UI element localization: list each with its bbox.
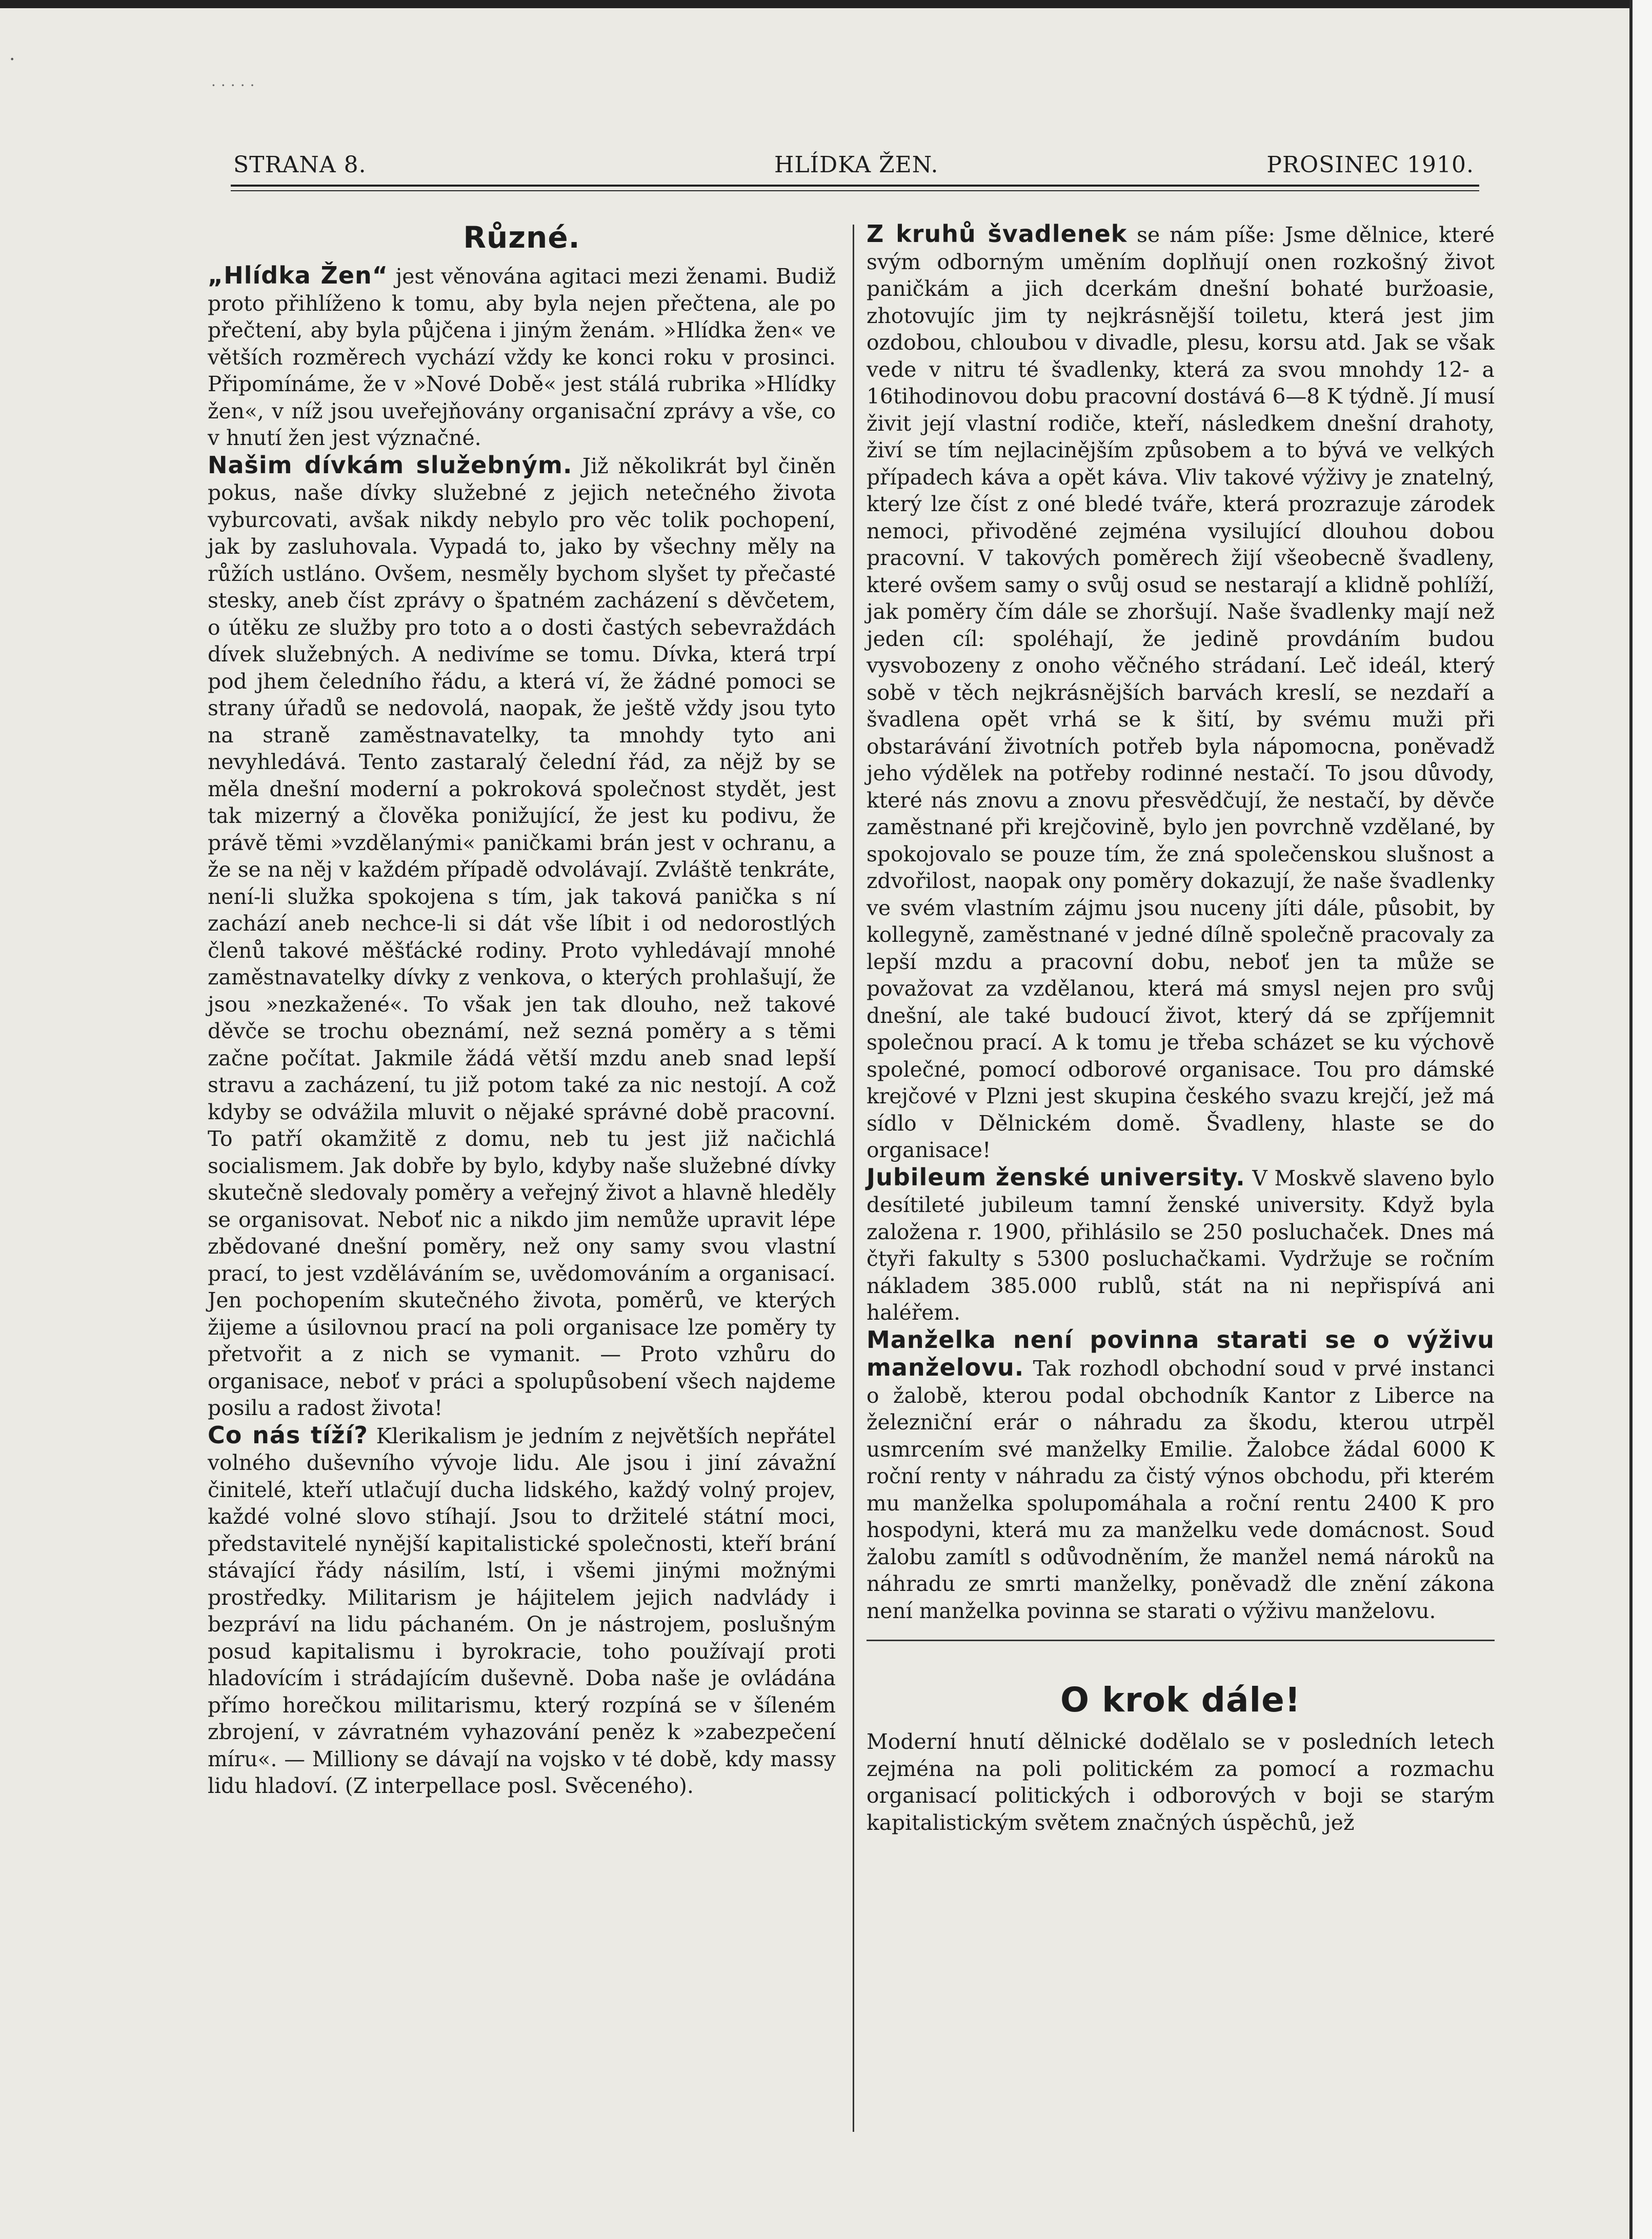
left-column: [208, 213, 836, 1800]
article-lead: Jubileum ženské university.: [867, 1163, 1245, 1191]
article-lead: Co nás tíží?: [208, 1421, 368, 1449]
scan-edge-top: [0, 0, 1652, 8]
article-lead: Manželka není povinna starati se o výživu manželovu.: [867, 1325, 1495, 1381]
article: [867, 1326, 1495, 1625]
article-text: jest věnována agitaci mezi ženami. Budiž proto přihlíženo k tomu, aby byla nejen přečtena, ale po přečtení, aby byla půjčena i jiným ženám. »Hlídka žen« ve větších rozměrech vychází vždy ke konci roku v prosinci. Připomínáme, že v »Nové Době« jest stálá rubrika »Hlídky žen«, v níž jsou uveřejňovány organisační zprávy a vše, co v hnutí žen jest význačné.: [208, 264, 836, 450]
header-rule-thin: [231, 190, 1479, 191]
article-text: V Moskvě slaveno bylo desítileté jubileum tamní ženské university. Když byla založena r. 1900, přihlásilo se 250 posluchaček. Dnes má čtyři fakulty s 5300 posluchačkami. Vydržuje se ročním nákladem 385.000 rublů, stát na ni nepřispívá ani haléřem.: [867, 1165, 1495, 1325]
article: [867, 1164, 1495, 1326]
feature-text: Moderní hnutí dělnické dodělalo se v posledních letech zejména na poli politickém za pomocí a rozmachu organisací politických i odborových v boji se starým kapitalistickým světem značných úspěchů, jež: [867, 1729, 1495, 1835]
publication-title: HLÍDKA ŽEN.: [774, 152, 939, 178]
page-header: [233, 152, 1474, 177]
article-lead: Z kruhů švadlenek: [867, 220, 1127, 248]
scan-speck: ·····: [211, 77, 260, 94]
article-text: Klerikalism je jedním z největších nepřátel volného duševního vývoje lidu. Ale jsou i jiní závažní činitelé, kteří utlačují ducha lidského, každý volný projev, každé volné slovo stíhají. Jsou to držitelé státní moci, představitelé nynější kapitalistické společnosti, kteří brání stávající řády násilím, lstí, i všemi jinými možnými prostředky. Militarism je hájitelem jejich nadvlády i bezpráví na lidu páchaném. On je nástrojem, poslušným posud kapitalismu i byrokracie, toho používají proti hladovícím i strádajícím duševně. Doba naše je ovládána přímo horečkou militarismu, který rozpíná se v šíleném zbrojení, v závratném vyhazování peněz k »zabezpečení míru«. — Milliony se dávají na vojsko v té době, kdy massy lidu hladoví. (Z interpellace posl. Svěceného).: [208, 1423, 836, 1798]
article-text: Tak rozhodl obchodní soud v prvé instanci o žalobě, kterou podal obchodník Kantor z Liberce na železniční erár o náhradu za škodu, kterou utrpěl usmrcením své manželky Emilie. Žalobce žádal 6000 K roční renty v náhradu za čistý výnos obchodu, při kterém mu manželka spolupomáhala a roční rentu 2400 K pro hospodyni, která mu za manželku vede domácnost. Soud žalobu zamítl s odůvodněním, že manžel nemá nároků na náhradu ze smrti manželky, poněvadž dle znění zákona není manželka povinna se starati o výživu manželovu.: [867, 1356, 1495, 1623]
article-text: se nám píše: Jsme dělnice, které svým odborným uměním doplňují onen rozkošný život paničkám a jich dcerkám dnešní bohaté buržoasie, zhotovujíc jim ty nejkrásnější toiletu, která jest jim ozdobou, chloubou v divadle, plesu, korsu atd. Jak se však vede v nitru té švadlenky, která za svou mnohdy 12- a 16tihodinovou dobu pracovní dostává 6—8 K týdně. Jí musí živit její vlastní rodiče, kteří, následkem dnešní drahoty, živí se tím nejlacinějším způsobem a to bývá ve velkých případech káva a opět káva. Vliv takové výživy je znatelný, který lze číst z oné bledé tváře, která prozrazuje zárodek nemoci, přivoděné zejména vysilující dlouhou dobou pracovní. V takových poměrech žijí všeobecně švadleny, které ovšem samy o svůj osud se nestarají a klidně pohlíží, jak poměry čím dále se zhoršují. Naše švadlenky mají než jeden cíl: spoléhají, že jedině provdáním budou vysvobozeny z onoho věčného strádaní. Leč ideál, který sobě v těch nejkrásnějších barvách kreslí, se nezdaří a švadlena opět vrhá se k šití, by svému muži při obstarávání životních potřeb byla nápomocna, poněvadž jeho výdělek na potřeby rodinné nestačí. To jsou důvody, které nás znovu a znovu přesvědčují, že nestačí, by děvče zaměstnané při krejčovině, bylo jen povrchně vzdělané, by spokojovalo se pouze tím, že zná společenskou slušnost a zdvořilost, naopak ony poměry dokazují, že naše švadlenky ve svém vlastním zájmu jsou nuceny jíti dále, působit, by kollegyně, zaměstnané v jedné dílně společně pracovaly za lepší mzdu a pracovní dobu, neboť jen ta může se považovat za vzdělanou, která má smysl nejen pro svůj dnešní, ale také budoucí život, který dá se zpříjemnit společnou prací. A k tomu je třeba scházet se ku výchově společné, pomocí odborové organisace. Tou pro dámské krejčové v Plzni jest skupina českého svazu krejčí, jež má sídlo v Dělnickém domě. Švadleny, hlaste se do organisace!: [867, 223, 1495, 1162]
article: [208, 262, 836, 452]
article: [867, 220, 1495, 1164]
column-divider: [853, 225, 854, 2132]
article-lead: „Hlídka Žen“: [208, 261, 388, 289]
article: [208, 452, 836, 1422]
article-text: Již několikrát byl činěn pokus, naše dívky služebné z jejich netečného života vyburcovati, avšak nikdy nebylo pro věc tolik pochopení, jak by zasluhovala. Vypadá to, jako by všechny měly na růžích ustláno. Ovšem, nesměly bychom slyšet ty přečasté stesky, aneb číst zprávy o špatném zacházení s děvčetem, o útěku ze služby pro toto a o dosti častých sebevraždách dívek služebných. A nedivíme se tomu. Dívka, která trpí pod jhem čeledního řádu, a která ví, že žádné pomoci se strany úřadů se nedovolá, naopak, že ještě vždy jsou tyto na straně zaměstnavatelky, ta mnohdy tyto ani nevyhledává. Tento zastaralý čelední řád, za nějž by se měla dnešní moderní a pokroková společnost stydět, jest tak mizerný a člověka ponižující, že jest ku podivu, že právě těmi »vzdělanými« paničkami brán jest v ochranu, a že se na něj v každém případě odvolávají. Zvláště tenkráte, není-li služka spokojena s tím, jak taková panička s ní zachází aneb nechce-li si dát vše líbit i od nedorostlých členů takové měšťácké rodiny. Proto vyhledávají mnohé zaměstnavatelky dívky z venkova, o kterých prohlašují, že jsou »nezkažené«. To však jen tak dlouho, než takové děvče se trochu obeznámí, než sezná poměry a s těmi začne počítat. Jakmile žádá větší mzdu aneb snad lepší stravu a zacházení, tu již potom také za nic nestojí. A což kdyby se odvážila mluvit o nějaké správné době pracovní. To patří okamžitě z domu, neb tu jest již načichlá socialismem. Jak dobře by bylo, kdyby naše služebné dívky skutečně sledovaly poměry a veřejný život a hlavně hleděly se organisovat. Neboť nic a nikdo jim nemůže upravit lépe zbědované dnešní poměry, než ony samy svou vlastní prací, to jest vzděláváním se, uvědomováním a organisací. Jen pochopením skutečného života, poměrů, ve kterých žijeme a úsilovnou prací na poli organisace lze poměry ty přetvořit a z nich se vymanit. — Proto vzhůru do organisace, neboť v práci a spolupůsobení všech najdeme posilu a radost života!: [208, 453, 836, 1420]
article-lead: Našim dívkám služebným.: [208, 451, 573, 479]
feature-title: O krok dále!: [1060, 1680, 1301, 1720]
section-title: Různé.: [463, 220, 580, 255]
page-number: STRANA 8.: [233, 152, 367, 178]
section-separator: [867, 1640, 1495, 1641]
article: [208, 1422, 836, 1800]
right-column: [867, 220, 1495, 1836]
issue-date: PROSINEC 1910.: [1266, 152, 1474, 178]
scan-speck: ·: [9, 49, 15, 70]
binding-edge: [1629, 0, 1652, 2239]
header-rule: [231, 185, 1479, 187]
